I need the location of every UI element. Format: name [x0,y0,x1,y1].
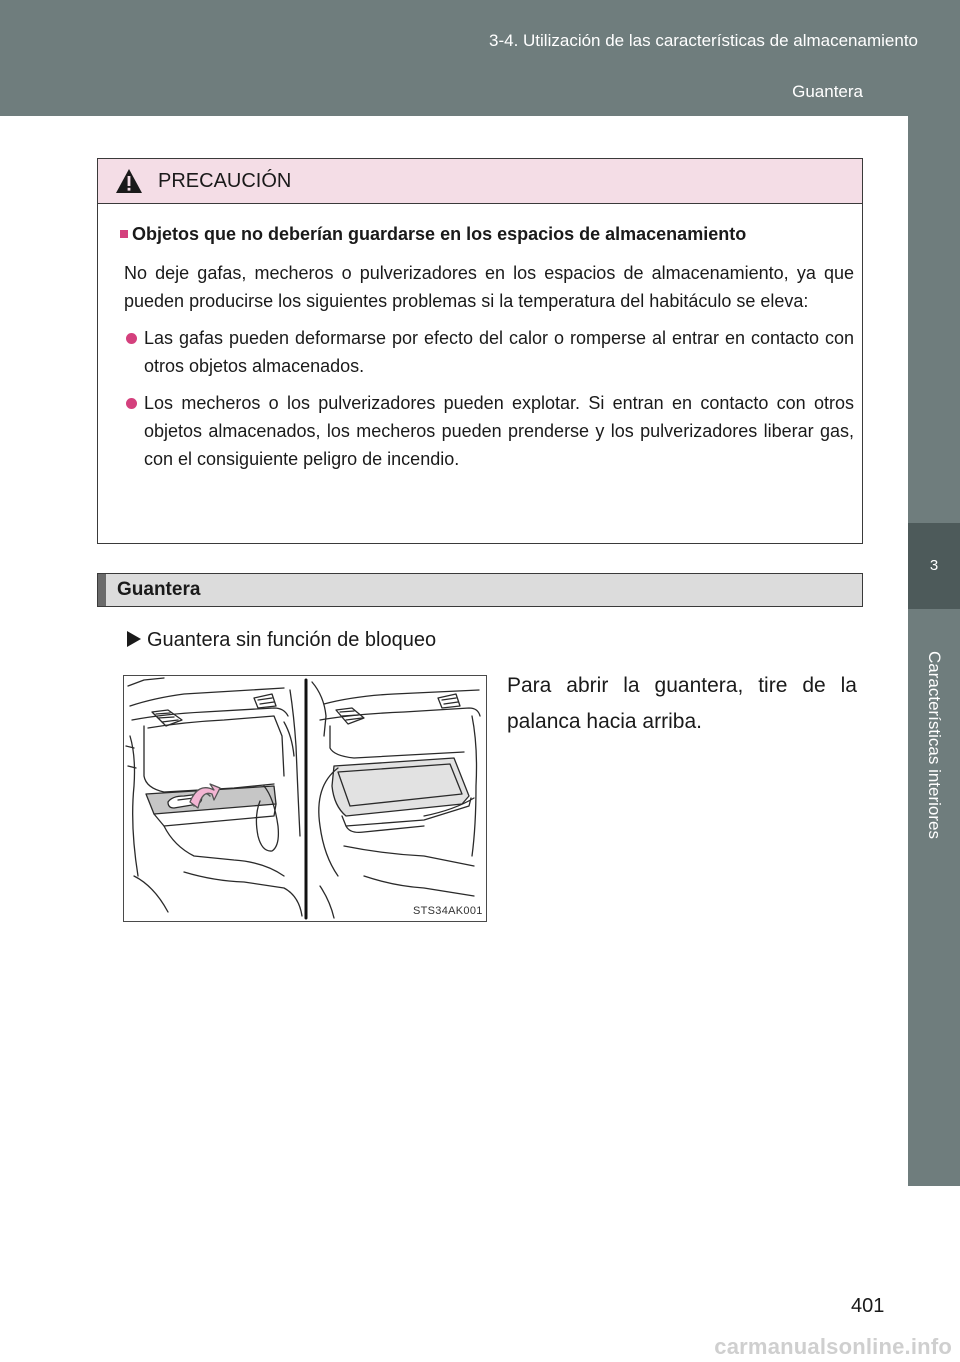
caution-bullet [120,324,854,380]
side-chapter-label: Características interiores [925,650,944,840]
glovebox-drawing [124,676,488,923]
caution-bullet-text: Las gafas pueden deformarse por efecto del calor o romperse al entrar en contacto con otros objetos almacenados. [144,328,854,376]
caution-header [98,159,862,204]
side-chapter-number: 3 [908,523,960,609]
page-header [0,0,960,116]
right-triangle-icon [127,631,141,647]
glovebox-illustration [123,675,487,922]
header-subsection-title: Guantera [792,82,863,101]
caution-heading-text: Objetos que no deberían guardarse en los espacios de almacenamiento [132,224,747,244]
illustration-code: STS34AK001 [413,905,483,917]
caution-heading [120,221,854,248]
section-title: Guantera [117,579,201,600]
section-heading-bar [97,573,863,607]
caution-title: PRECAUCIÓN [158,170,292,192]
warning-triangle-icon [115,168,143,194]
section-bar-accent [98,574,106,606]
item-heading-text: Guantera sin función de bloqueo [147,629,437,651]
round-bullet-icon [126,333,137,344]
watermark: carmanualsonline.info [714,1334,952,1359]
caution-body [120,221,854,473]
round-bullet-icon [126,398,137,409]
square-bullet-icon [120,230,128,238]
header-section-title: 3-4. Utilización de las características de almacenamiento [489,31,918,50]
caution-bullet [120,389,854,473]
instruction-text: Para abrir la guantera, tire de la palanca hacia arriba. [507,674,857,733]
page-number: 401 [851,1295,885,1317]
caution-bullet-text: Los mecheros o los pulverizadores pueden explotar. Si entran en contacto con otros objetos almacenados, los mecheros pueden prenderse y los pulverizadores liberar gas, con el consiguiente peligro de incendio. [144,393,854,469]
caution-box [97,158,863,544]
item-heading [127,629,436,652]
caution-paragraph: No deje gafas, mecheros o pulverizadores en los espacios de almacenamiento, ya que pueden producirse los siguientes problemas si la temperatura del habitáculo se eleva: [124,263,854,311]
